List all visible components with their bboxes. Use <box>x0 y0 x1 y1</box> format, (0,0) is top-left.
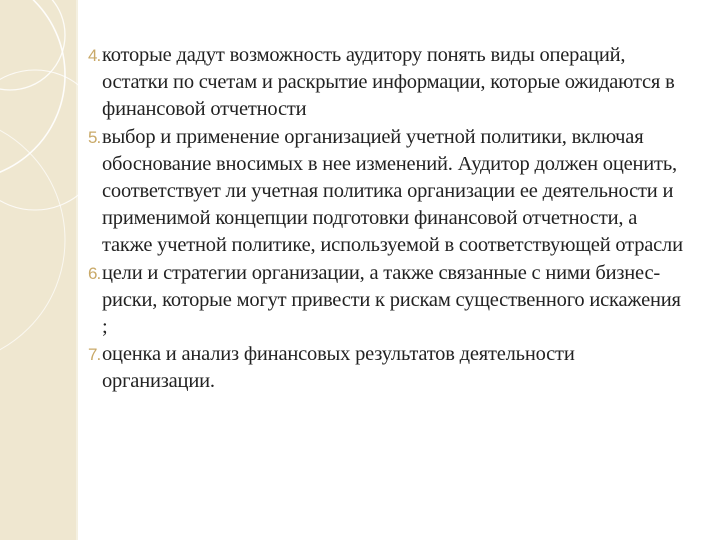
list-item-text: которые дадут возможность аудитору понять виды операций, остатки по счетам и раскрытие информации, которые ожидаются в финансовой отчетности <box>102 44 675 121</box>
list-number: 5. <box>88 127 101 147</box>
list-number: 4. <box>88 46 101 65</box>
list-item <box>88 341 688 395</box>
circle-ornament-icon <box>0 0 78 540</box>
list-item <box>88 260 688 342</box>
list-item-text: оценка и анализ финансовых результатов деятельности организации. <box>102 343 575 393</box>
list-item-text: цели и стратегии организации, а также связанные с ними бизнес-риски, которые могут привести к рискам существенного искажения ; <box>102 261 681 339</box>
list-number: 6. <box>88 263 101 283</box>
slide-content <box>88 42 688 396</box>
list-item <box>88 42 688 124</box>
list-number: 7. <box>88 345 101 365</box>
decorative-sidebar <box>0 0 78 540</box>
list-item <box>88 124 688 260</box>
list-item-text: выбор и применение организацией учетной политики, включая обоснование вносимых в нее изменений. Аудитор должен оценить, соответствует ли учетная политика организации ее деятельности и применимой концепции подготовки финансовой отчетности, а также учетной политике, используемой в соответствующей отрасли <box>102 125 683 257</box>
